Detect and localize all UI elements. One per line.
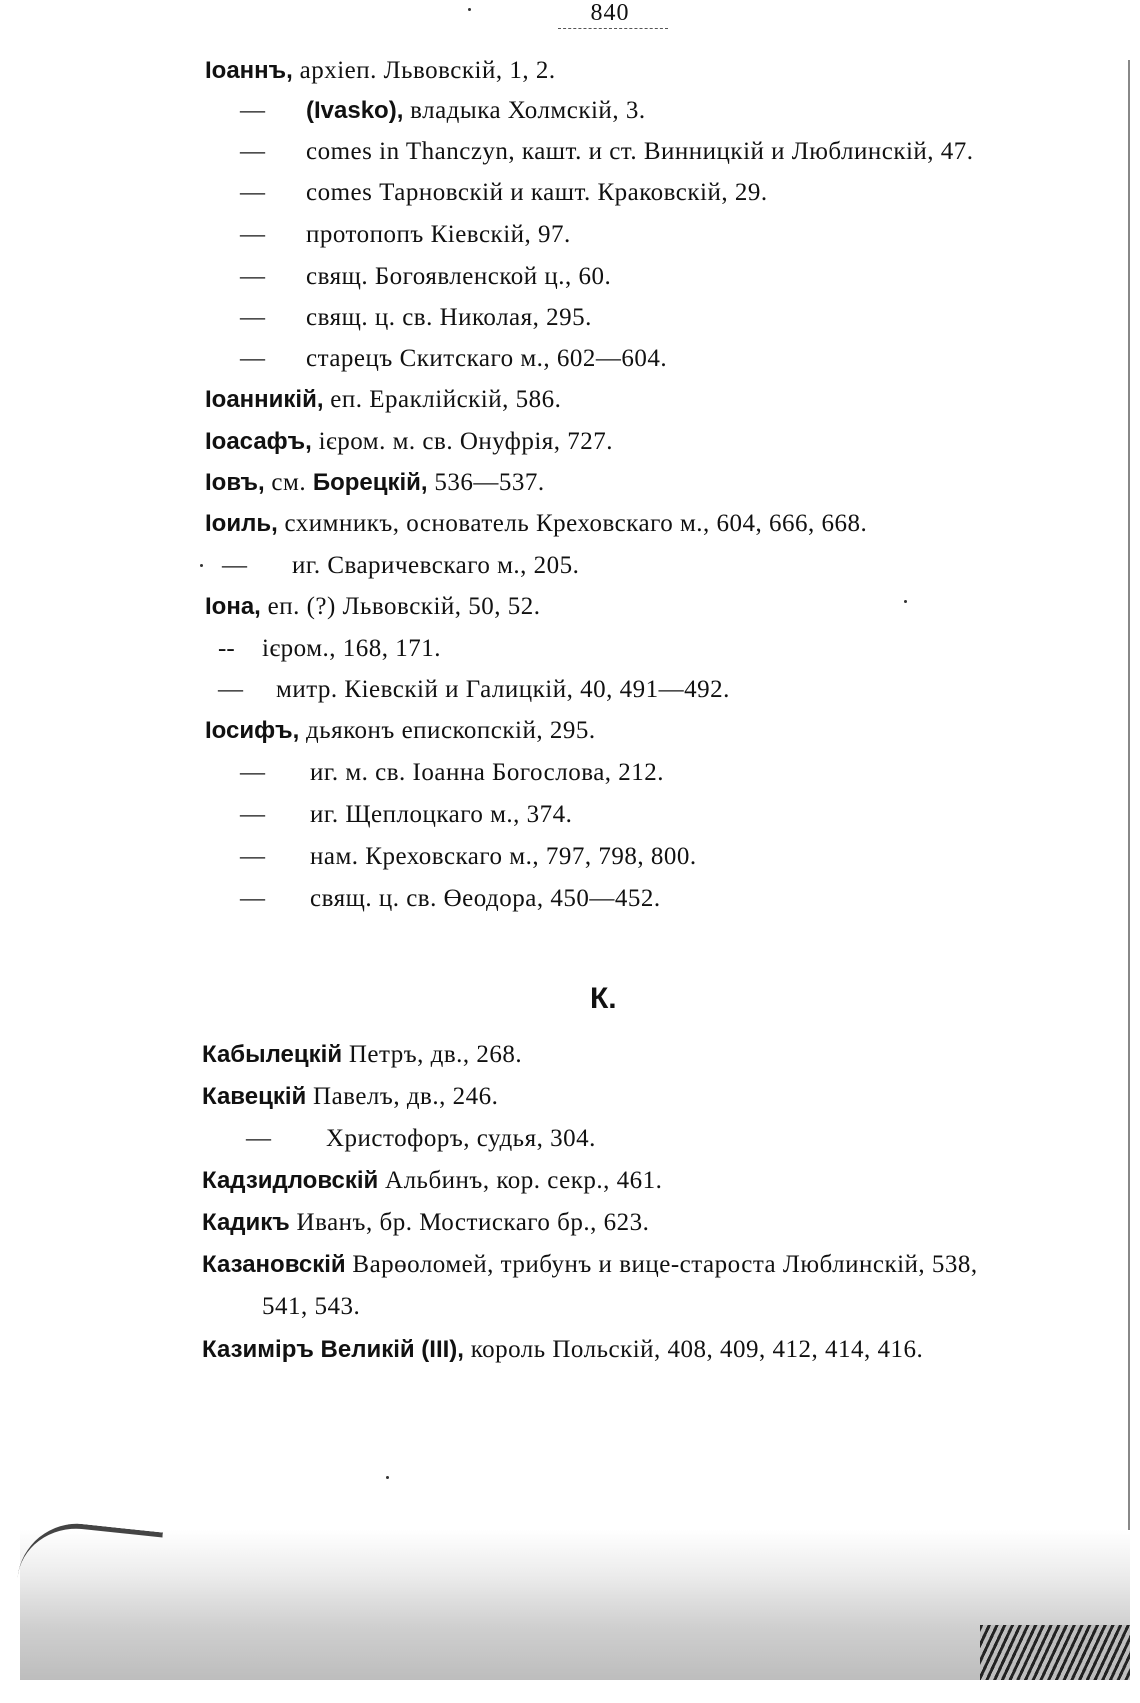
entry-head: (Ivasko), [306,97,404,124]
index-entry [202,1335,923,1365]
index-entry: иг. м. св. Іоанна Богослова, 212. [310,759,665,786]
index-entry: comes Тарновскій и кашт. Краковскій, 29. [306,179,768,206]
entry-head: Кавецкій [202,1083,307,1110]
entry-text: схимникъ, основатель Креховскаго м., 604, 666, 668. [277,510,868,537]
entry-dash: — [240,801,265,828]
scan-speck [904,600,907,603]
index-entry: протопопъ Кіевскій, 97. [306,221,571,248]
entry-text: Иванъ, бр. Мостискаго бр., 623. [289,1209,650,1236]
index-entry [306,96,646,126]
scan-speck [386,1476,389,1479]
entry-head: Іона, [205,593,261,620]
index-entry [202,1208,649,1238]
entry-dash: — [240,221,265,248]
index-entry: свящ. ц. св. Өеодора, 450—452. [310,885,661,912]
index-entry: comes in Thanczyn, кашт. и ст. Винницкій и Люблинскій, 47. [306,138,974,165]
index-entry [205,385,561,415]
entry-head: Кадзидловскій [202,1167,379,1194]
entry-text: см. [264,469,313,496]
entry-text: Варөоломей, трибунъ и вице-староста Люблинскій, 538, [345,1251,978,1278]
entry-dash: — [240,263,265,290]
entry-head: Іовъ, [205,469,265,496]
entry-head: Іосифъ, [205,717,300,744]
index-entry: ієром., 168, 171. [262,635,442,662]
index-entry: свящ. ц. св. Николая, 295. [306,304,592,331]
entry-dash: — [240,97,265,124]
scan-hatch-artifact [980,1625,1130,1680]
entry-head: Іоиль, [205,510,278,537]
index-entry [205,716,596,746]
entry-head: Кадикъ [202,1209,290,1236]
entry-head: Казановскій [202,1251,346,1278]
index-entry [205,427,613,457]
entry-head: Іоанникій, [205,386,324,413]
entry-dash: — [240,759,265,786]
index-entry [205,56,556,86]
index-entry-continuation: 541, 543. [262,1293,361,1320]
entry-dash: — [240,885,265,912]
entry-dash: — [246,1125,271,1152]
index-entry: Христофоръ, судья, 304. [326,1125,596,1152]
index-entry [205,468,545,498]
page-bottom-shadow [20,1530,1130,1680]
entry-head: Казиміръ Великій (III), [202,1336,464,1363]
index-entry [202,1040,522,1070]
index-entry: нам. Креховскаго м., 797, 798, 800. [310,843,697,870]
index-entry: иг. Сваричевскаго м., 205. [292,552,580,579]
page-number: 840 [590,0,630,26]
entry-head-cross-ref: Борецкій, [312,469,428,496]
entry-head: Іоаннъ, [205,57,293,84]
entry-text: еп. (?) Львовскій, 50, 52. [260,593,541,620]
scan-speck [200,564,203,567]
entry-text: король Польскій, 408, 409, 412, 414, 416. [463,1336,924,1363]
index-entry [202,1166,662,1196]
entry-dash: — [240,138,265,165]
index-entry [205,509,867,539]
entry-dash: — [240,345,265,372]
index-entry [202,1250,978,1280]
entry-text: архіеп. Львовскій, 1, 2. [292,57,556,84]
entry-dash: — [218,676,243,703]
entry-text: 536—537. [427,469,545,496]
page-edge-shadow [1128,60,1130,1680]
entry-dash: -- [218,635,235,662]
entry-dash: — [240,843,265,870]
index-entry: иг. Щеплоцкаго м., 374. [310,801,573,828]
entry-head: Кабылецкій [202,1041,343,1068]
entry-dash: — [240,179,265,206]
index-entry [205,592,541,622]
entry-text: Павелъ, дв., 246. [306,1083,499,1110]
entry-text: Петръ, дв., 268. [342,1041,523,1068]
index-entry [202,1082,498,1112]
entry-text: дьяконъ епископскій, 295. [299,717,596,744]
section-heading: К. [590,982,617,1015]
entry-text: Альбинъ, кор. секр., 461. [378,1167,663,1194]
scan-speck [468,8,471,11]
entry-dash: — [222,552,247,579]
index-entry: свящ. Богоявленской ц., 60. [306,263,612,290]
entry-dash: — [240,304,265,331]
page-number-rule [558,28,668,29]
index-entry: митр. Кіевскій и Галицкій, 40, 491—492. [276,676,730,703]
entry-text: еп. Ераклійскій, 586. [323,386,562,413]
entry-head: Іоасафъ, [205,428,312,455]
entry-text: владыка Холмскій, 3. [403,97,646,124]
entry-text: ієром. м. св. Онуфрія, 727. [311,428,614,455]
index-entry: старецъ Скитскаго м., 602—604. [306,345,668,372]
